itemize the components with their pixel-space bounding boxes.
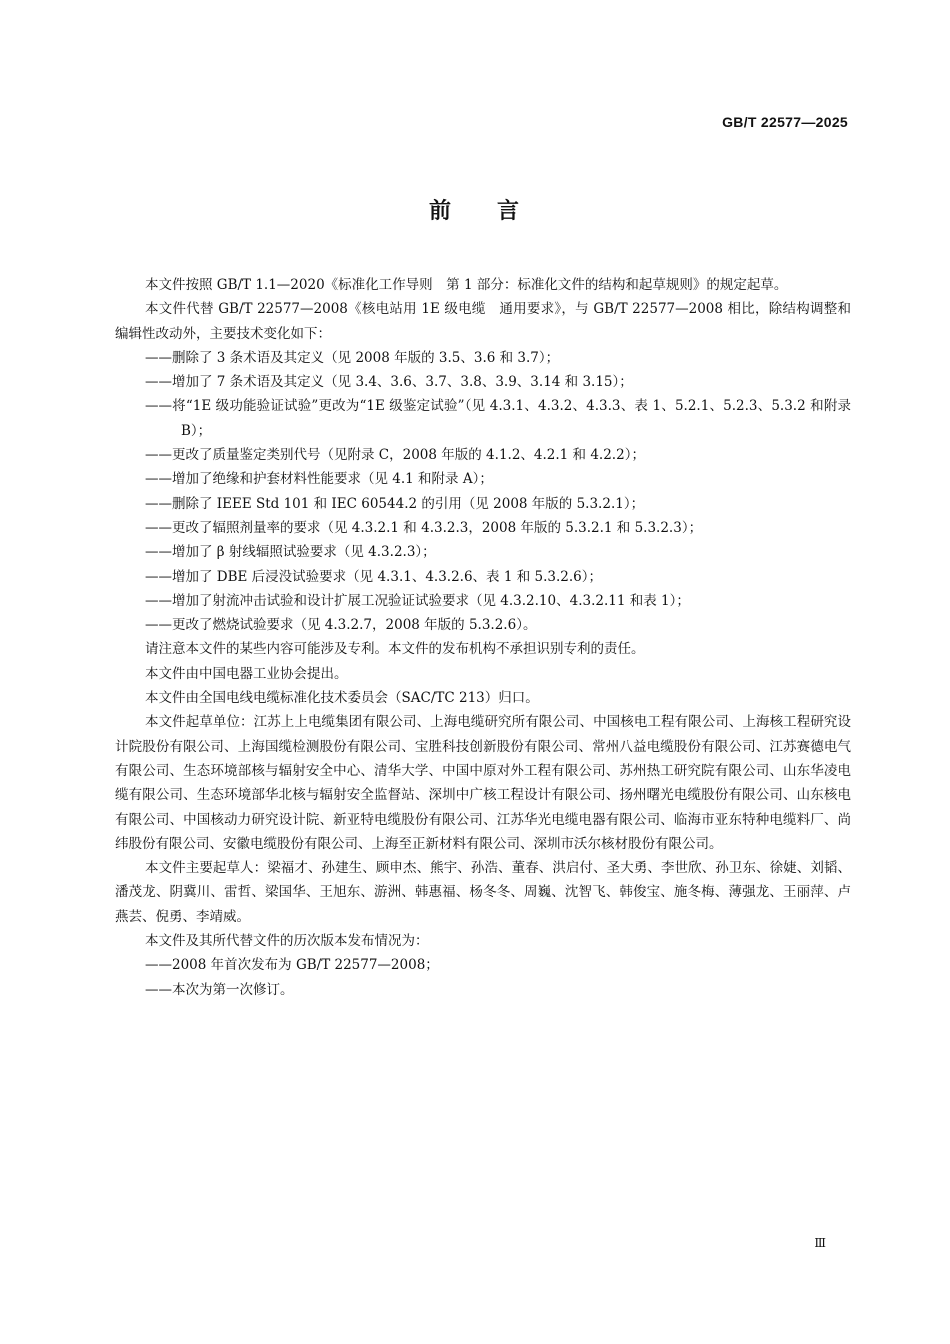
paragraph-replaces: 本文件代替 GB/T 22577—2008《核电站用 1E 级电缆 通用要求》，与 GB/T 22577—2008 相比，除结构调整和编辑性改动外，主要技术变化如下：: [115, 301, 851, 342]
history-item: ——2008 年首次发布为 GB/T 22577—2008；: [145, 957, 439, 974]
history-item: ——本次为第一次修订。: [145, 981, 294, 998]
paragraph-drafting-organizations: 本文件起草单位：江苏上上电缆集团有限公司、上海电缆研究所有限公司、中国核电工程有限公司、上海核工程研究设计院股份有限公司、上海国缆检测股份有限公司、宝胜科技创新股份有限公司、常州八益电缆股份有限公司、江苏赛德电气有限公司、生态环境部核与辐射安全中心、清华大学、中国中原对外工程有限公司、苏州热工研究院有限公司、山东华凌电缆有限公司、生态环境部华北核与辐射安全监督站、深圳中广核工程设计有限公司、扬州曙光电缆股份有限公司、山东核电有限公司、中国核动力研究设计院、新亚特电缆股份有限公司、江苏华光电缆电器有限公司、临海市亚东特种电缆料厂、尚纬股份有限公司、安徽电缆股份有限公司、上海至正新材料有限公司、深圳市沃尔核材股份有限公司。: [115, 714, 851, 852]
foreword-body: [115, 273, 851, 1002]
change-item: ——更改了辐照剂量率的要求（见 4.3.2.1 和 4.3.2.3，2008 年版的 5.3.2.1 和 5.3.2.3）；: [145, 519, 703, 536]
paragraph-version-history: 本文件及其所代替文件的历次版本发布情况为：: [145, 933, 429, 950]
change-item: ——删除了 IEEE Std 101 和 IEC 60544.2 的引用（见 2008 年版的 5.3.2.1）；: [145, 495, 645, 512]
change-item: ——将“1E 级功能验证试验”更改为“1E 级鉴定试验”（见 4.3.1、4.3.2、4.3.3、表 1、5.2.1、5.2.3、5.3.2 和附录 B）；: [145, 398, 851, 439]
document-code: GB/T 22577—2025: [722, 114, 848, 130]
change-item: ——增加了 DBE 后浸没试验要求（见 4.3.1、4.3.2.6、表 1 和 5.3.2.6）；: [145, 568, 602, 585]
paragraph-drafters: 本文件主要起草人：梁福才、孙建生、顾申杰、熊宇、孙浩、董春、洪启付、圣大勇、李世欣、孙卫东、徐婕、刘韬、潘茂龙、阴冀川、雷哲、梁国华、王旭东、游洲、韩惠福、杨冬冬、周巍、沈智飞、韩俊宝、施冬梅、薄强龙、王丽萍、卢燕芸、倪勇、李靖威。: [115, 860, 851, 925]
change-item: ——更改了质量鉴定类别代号（见附录 C，2008 年版的 4.1.2、4.2.1 和 4.2.2）；: [145, 447, 645, 464]
title-char-1: 前: [428, 199, 453, 224]
change-item: ——增加了 7 条术语及其定义（见 3.4、3.6、3.7、3.8、3.9、3.14 和 3.15）；: [145, 374, 633, 391]
change-item: ——增加了 β 射线辐照试验要求（见 4.3.2.3）；: [145, 544, 436, 561]
title-char-2: 言: [497, 199, 522, 224]
page-title: [0, 194, 950, 225]
paragraph-patent-notice: 请注意本文件的某些内容可能涉及专利。本文件的发布机构不承担识别专利的责任。: [145, 641, 645, 658]
paragraph-proposed-by: 本文件由中国电器工业协会提出。: [145, 665, 348, 682]
paragraph-under-jurisdiction: 本文件由全国电线电缆标准化技术委员会（SAC/TC 213）归口。: [145, 690, 539, 707]
page-number: Ⅲ: [814, 1236, 826, 1250]
paragraph-drafting-rules: 本文件按照 GB/T 1.1—2020《标准化工作导则 第 1 部分：标准化文件的结构和起草规则》的规定起草。: [145, 277, 788, 293]
change-item: ——更改了燃烧试验要求（见 4.3.2.7，2008 年版的 5.3.2.6）。: [145, 617, 537, 634]
change-item: ——增加了射流冲击试验和设计扩展工况验证试验要求（见 4.3.2.10、4.3.2.11 和表 1）；: [145, 592, 690, 609]
change-item: ——删除了 3 条术语及其定义（见 2008 年版的 3.5、3.6 和 3.7）；: [145, 349, 560, 366]
change-item: ——增加了绝缘和护套材料性能要求（见 4.1 和附录 A）；: [145, 471, 493, 488]
